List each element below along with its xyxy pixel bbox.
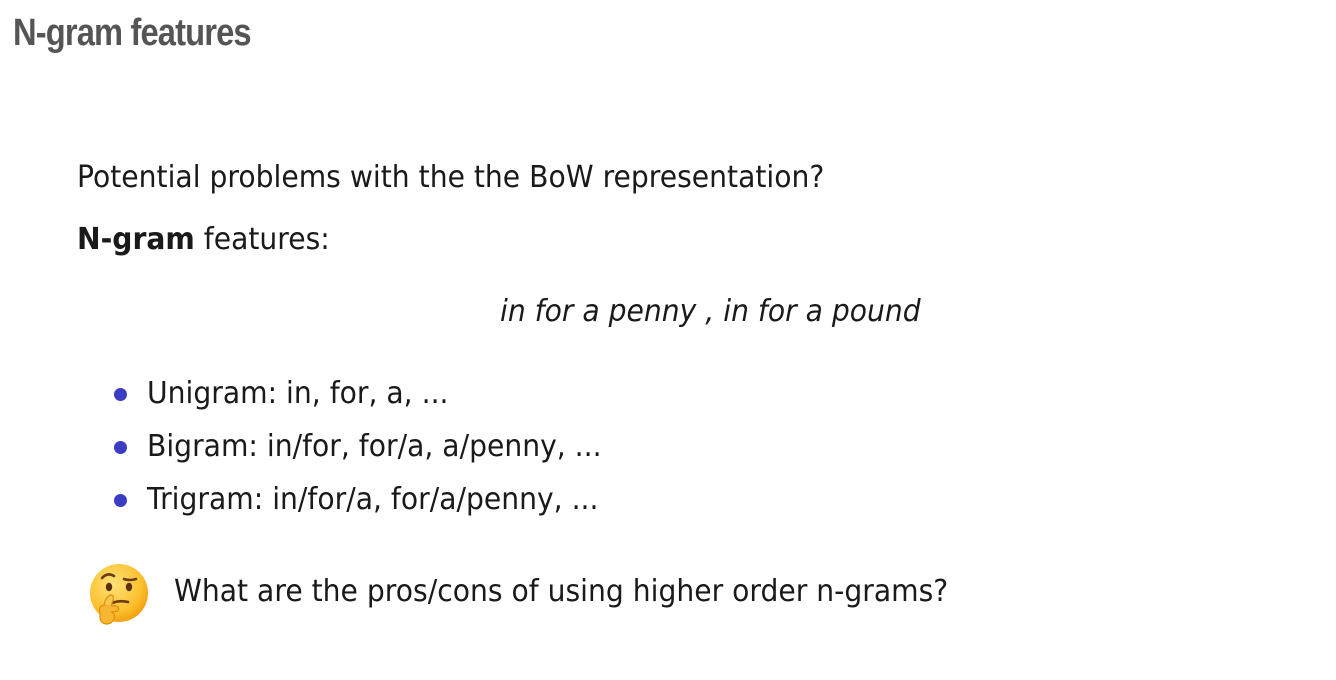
closing-question: What are the pros/cons of using higher order n-grams? (174, 574, 949, 609)
ngram-term: N-gram (77, 222, 195, 257)
thinking-face-icon (86, 562, 152, 628)
bullet-icon (114, 494, 127, 507)
slide-title: N-gram features (13, 12, 251, 54)
bullet-icon (114, 441, 127, 454)
example-phrase: in for a penny , in for a pound (500, 294, 921, 329)
bullet-icon (114, 388, 127, 401)
list-item-text: Bigram: in/for, for/a, a/penny, ... (147, 429, 602, 464)
question-text: Potential problems with the the BoW representation? (77, 160, 825, 195)
list-item-text: Trigram: in/for/a, for/a/penny, ... (147, 482, 599, 517)
list-item-text: Unigram: in, for, a, ... (147, 376, 449, 411)
ngram-rest: features: (194, 222, 330, 257)
ngram-intro (77, 222, 330, 257)
